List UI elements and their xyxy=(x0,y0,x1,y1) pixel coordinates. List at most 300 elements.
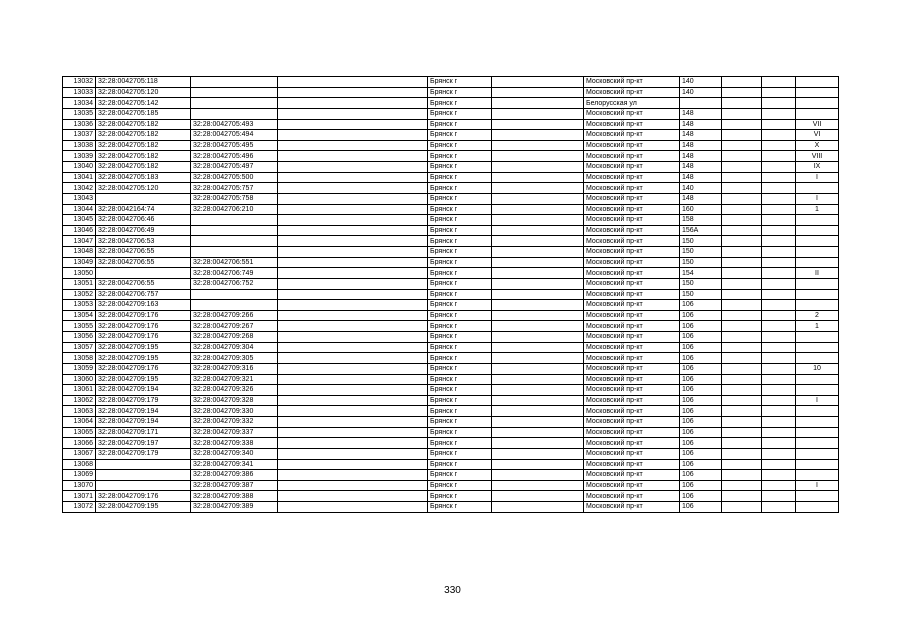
cadastral-number-cell: 32:28:0042705:142 xyxy=(96,98,191,109)
empty-cell xyxy=(722,151,762,162)
house-number-cell: 106 xyxy=(680,459,722,470)
object-cadastral-number-cell: 32:28:0042706:749 xyxy=(191,268,278,279)
empty-cell xyxy=(492,374,584,385)
empty-cell xyxy=(492,480,584,491)
street-cell: Московский пр-кт xyxy=(584,140,680,151)
table-row xyxy=(63,130,839,141)
empty-cell xyxy=(278,247,428,258)
table-row xyxy=(63,215,839,226)
empty-cell xyxy=(762,438,796,449)
empty-cell xyxy=(762,342,796,353)
object-cadastral-number-cell: 32:28:0042709:341 xyxy=(191,459,278,470)
empty-cell xyxy=(762,300,796,311)
empty-cell xyxy=(762,119,796,130)
record-number-cell: 13045 xyxy=(63,215,96,226)
empty-cell xyxy=(722,162,762,173)
empty-cell xyxy=(762,225,796,236)
object-cadastral-number-cell: 32:28:0042705:757 xyxy=(191,183,278,194)
city-cell: Брянск г xyxy=(428,427,492,438)
city-cell: Брянск г xyxy=(428,268,492,279)
object-cadastral-number-cell: 32:28:0042709:316 xyxy=(191,363,278,374)
empty-cell xyxy=(278,77,428,88)
house-number-cell: 154 xyxy=(680,268,722,279)
city-cell: Брянск г xyxy=(428,491,492,502)
city-cell: Брянск г xyxy=(428,162,492,173)
empty-cell xyxy=(278,278,428,289)
empty-cell xyxy=(492,98,584,109)
street-cell: Московский пр-кт xyxy=(584,225,680,236)
empty-cell xyxy=(722,225,762,236)
empty-cell xyxy=(278,480,428,491)
record-number-cell: 13038 xyxy=(63,140,96,151)
cadastral-number-cell: 32:28:0042705:182 xyxy=(96,119,191,130)
cadastral-number-cell: 32:28:0042709:195 xyxy=(96,342,191,353)
record-number-cell: 13058 xyxy=(63,353,96,364)
empty-cell xyxy=(492,247,584,258)
object-cadastral-number-cell: 32:28:0042709:267 xyxy=(191,321,278,332)
empty-cell xyxy=(762,289,796,300)
cadastral-number-cell: 32:28:0042709:176 xyxy=(96,310,191,321)
room-number-cell xyxy=(796,438,839,449)
empty-cell xyxy=(492,438,584,449)
empty-cell xyxy=(722,268,762,279)
city-cell: Брянск г xyxy=(428,215,492,226)
empty-cell xyxy=(762,151,796,162)
empty-cell xyxy=(278,183,428,194)
record-number-cell: 13036 xyxy=(63,119,96,130)
city-cell: Брянск г xyxy=(428,417,492,428)
empty-cell xyxy=(722,183,762,194)
empty-cell xyxy=(278,140,428,151)
object-cadastral-number-cell: 32:28:0042706:752 xyxy=(191,278,278,289)
cadastral-number-cell: 32:28:0042705:185 xyxy=(96,108,191,119)
record-number-cell: 13066 xyxy=(63,438,96,449)
empty-cell xyxy=(722,438,762,449)
room-number-cell xyxy=(796,257,839,268)
table-row xyxy=(63,278,839,289)
record-number-cell: 13046 xyxy=(63,225,96,236)
empty-cell xyxy=(492,268,584,279)
empty-cell xyxy=(278,172,428,183)
empty-cell xyxy=(278,87,428,98)
city-cell: Брянск г xyxy=(428,502,492,513)
empty-cell xyxy=(278,342,428,353)
record-number-cell: 13051 xyxy=(63,278,96,289)
city-cell: Брянск г xyxy=(428,108,492,119)
empty-cell xyxy=(722,353,762,364)
house-number-cell: 106 xyxy=(680,438,722,449)
empty-cell xyxy=(762,130,796,141)
empty-cell xyxy=(278,363,428,374)
empty-cell xyxy=(278,321,428,332)
room-number-cell xyxy=(796,332,839,343)
room-number-cell: I xyxy=(796,395,839,406)
city-cell: Брянск г xyxy=(428,151,492,162)
empty-cell xyxy=(278,300,428,311)
empty-cell xyxy=(722,247,762,258)
city-cell: Брянск г xyxy=(428,300,492,311)
empty-cell xyxy=(722,119,762,130)
cadastral-number-cell: 32:28:0042709:195 xyxy=(96,353,191,364)
cadastral-number-cell: 32:28:0042706:53 xyxy=(96,236,191,247)
empty-cell xyxy=(278,108,428,119)
room-number-cell xyxy=(796,427,839,438)
room-number-cell xyxy=(796,236,839,247)
empty-cell xyxy=(722,257,762,268)
table-row xyxy=(63,247,839,258)
empty-cell xyxy=(492,257,584,268)
cadastral-number-cell: 32:28:0042709:176 xyxy=(96,491,191,502)
empty-cell xyxy=(492,406,584,417)
empty-cell xyxy=(278,332,428,343)
street-cell: Московский пр-кт xyxy=(584,151,680,162)
cadastral-number-cell: 32:28:0042706:46 xyxy=(96,215,191,226)
empty-cell xyxy=(722,172,762,183)
empty-cell xyxy=(278,502,428,513)
record-number-cell: 13068 xyxy=(63,459,96,470)
room-number-cell: 1 xyxy=(796,321,839,332)
empty-cell xyxy=(278,215,428,226)
property-register-table xyxy=(62,76,839,513)
street-cell: Московский пр-кт xyxy=(584,363,680,374)
room-number-cell xyxy=(796,448,839,459)
house-number-cell: 106 xyxy=(680,417,722,428)
cadastral-number-cell xyxy=(96,193,191,204)
empty-cell xyxy=(762,470,796,481)
empty-cell xyxy=(762,374,796,385)
empty-cell xyxy=(762,257,796,268)
room-number-cell xyxy=(796,183,839,194)
empty-cell xyxy=(492,108,584,119)
street-cell: Московский пр-кт xyxy=(584,406,680,417)
cadastral-number-cell: 32:28:0042709:197 xyxy=(96,438,191,449)
house-number-cell: 106 xyxy=(680,374,722,385)
record-number-cell: 13061 xyxy=(63,385,96,396)
cadastral-number-cell: 32:28:0042705:118 xyxy=(96,77,191,88)
street-cell: Московский пр-кт xyxy=(584,289,680,300)
street-cell: Московский пр-кт xyxy=(584,87,680,98)
cadastral-number-cell: 32:28:0042705:182 xyxy=(96,162,191,173)
table-row xyxy=(63,289,839,300)
empty-cell xyxy=(492,321,584,332)
city-cell: Брянск г xyxy=(428,353,492,364)
empty-cell xyxy=(278,353,428,364)
object-cadastral-number-cell: 32:28:0042706:210 xyxy=(191,204,278,215)
empty-cell xyxy=(492,385,584,396)
empty-cell xyxy=(492,363,584,374)
record-number-cell: 13072 xyxy=(63,502,96,513)
room-number-cell: II xyxy=(796,268,839,279)
street-cell: Московский пр-кт xyxy=(584,162,680,173)
cadastral-number-cell: 32:28:0042706:757 xyxy=(96,289,191,300)
house-number-cell: 150 xyxy=(680,247,722,258)
empty-cell xyxy=(278,395,428,406)
object-cadastral-number-cell: 32:28:0042705:500 xyxy=(191,172,278,183)
table-row xyxy=(63,310,839,321)
record-number-cell: 13054 xyxy=(63,310,96,321)
street-cell: Московский пр-кт xyxy=(584,77,680,88)
record-number-cell: 13035 xyxy=(63,108,96,119)
house-number-cell: 106 xyxy=(680,353,722,364)
table-row xyxy=(63,77,839,88)
cadastral-number-cell xyxy=(96,268,191,279)
city-cell: Брянск г xyxy=(428,374,492,385)
empty-cell xyxy=(278,236,428,247)
object-cadastral-number-cell: 32:28:0042709:386 xyxy=(191,470,278,481)
table-row xyxy=(63,140,839,151)
house-number-cell: 150 xyxy=(680,236,722,247)
empty-cell xyxy=(762,385,796,396)
table-row xyxy=(63,225,839,236)
record-number-cell: 13062 xyxy=(63,395,96,406)
house-number-cell: 140 xyxy=(680,87,722,98)
empty-cell xyxy=(762,87,796,98)
object-cadastral-number-cell: 32:28:0042709:305 xyxy=(191,353,278,364)
street-cell: Московский пр-кт xyxy=(584,374,680,385)
empty-cell xyxy=(278,438,428,449)
table-row xyxy=(63,438,839,449)
house-number-cell xyxy=(680,98,722,109)
table-row xyxy=(63,108,839,119)
empty-cell xyxy=(492,300,584,311)
empty-cell xyxy=(492,119,584,130)
room-number-cell: VII xyxy=(796,119,839,130)
empty-cell xyxy=(492,162,584,173)
empty-cell xyxy=(492,448,584,459)
empty-cell xyxy=(722,310,762,321)
empty-cell xyxy=(278,427,428,438)
empty-cell xyxy=(722,459,762,470)
street-cell: Московский пр-кт xyxy=(584,417,680,428)
room-number-cell xyxy=(796,502,839,513)
empty-cell xyxy=(762,363,796,374)
empty-cell xyxy=(722,300,762,311)
city-cell: Брянск г xyxy=(428,130,492,141)
empty-cell xyxy=(722,130,762,141)
room-number-cell: 1 xyxy=(796,204,839,215)
room-number-cell xyxy=(796,108,839,119)
cadastral-number-cell: 32:28:0042709:176 xyxy=(96,321,191,332)
city-cell: Брянск г xyxy=(428,321,492,332)
record-number-cell: 13063 xyxy=(63,406,96,417)
empty-cell xyxy=(722,140,762,151)
cadastral-number-cell: 32:28:0042705:182 xyxy=(96,130,191,141)
record-number-cell: 13042 xyxy=(63,183,96,194)
street-cell: Московский пр-кт xyxy=(584,236,680,247)
empty-cell xyxy=(278,459,428,470)
table-row xyxy=(63,321,839,332)
room-number-cell: X xyxy=(796,140,839,151)
city-cell: Брянск г xyxy=(428,98,492,109)
empty-cell xyxy=(722,470,762,481)
house-number-cell: 140 xyxy=(680,183,722,194)
record-number-cell: 13052 xyxy=(63,289,96,300)
empty-cell xyxy=(762,162,796,173)
house-number-cell: 148 xyxy=(680,140,722,151)
house-number-cell: 158 xyxy=(680,215,722,226)
house-number-cell: 148 xyxy=(680,130,722,141)
empty-cell xyxy=(492,427,584,438)
empty-cell xyxy=(722,363,762,374)
empty-cell xyxy=(722,332,762,343)
empty-cell xyxy=(722,98,762,109)
object-cadastral-number-cell xyxy=(191,215,278,226)
city-cell: Брянск г xyxy=(428,225,492,236)
record-number-cell: 13044 xyxy=(63,204,96,215)
object-cadastral-number-cell: 32:28:0042709:332 xyxy=(191,417,278,428)
city-cell: Брянск г xyxy=(428,480,492,491)
record-number-cell: 13064 xyxy=(63,417,96,428)
city-cell: Брянск г xyxy=(428,278,492,289)
empty-cell xyxy=(492,151,584,162)
city-cell: Брянск г xyxy=(428,395,492,406)
record-number-cell: 13039 xyxy=(63,151,96,162)
empty-cell xyxy=(762,395,796,406)
cadastral-number-cell: 32:28:0042709:195 xyxy=(96,502,191,513)
empty-cell xyxy=(762,310,796,321)
empty-cell xyxy=(492,215,584,226)
room-number-cell xyxy=(796,289,839,300)
table-row xyxy=(63,385,839,396)
empty-cell xyxy=(278,257,428,268)
empty-cell xyxy=(722,395,762,406)
empty-cell xyxy=(278,151,428,162)
cadastral-number-cell: 32:28:0042709:176 xyxy=(96,332,191,343)
city-cell: Брянск г xyxy=(428,385,492,396)
table-row xyxy=(63,448,839,459)
empty-cell xyxy=(278,162,428,173)
table-row xyxy=(63,342,839,353)
empty-cell xyxy=(762,215,796,226)
empty-cell xyxy=(722,374,762,385)
house-number-cell: 106 xyxy=(680,448,722,459)
empty-cell xyxy=(722,448,762,459)
empty-cell xyxy=(492,236,584,247)
record-number-cell: 13050 xyxy=(63,268,96,279)
empty-cell xyxy=(762,427,796,438)
street-cell: Московский пр-кт xyxy=(584,257,680,268)
table-row xyxy=(63,268,839,279)
cadastral-number-cell: 32:28:0042709:176 xyxy=(96,363,191,374)
object-cadastral-number-cell xyxy=(191,289,278,300)
empty-cell xyxy=(278,385,428,396)
cadastral-number-cell: 32:28:0042705:182 xyxy=(96,140,191,151)
empty-cell xyxy=(278,406,428,417)
cadastral-number-cell: 32:28:0042709:194 xyxy=(96,417,191,428)
empty-cell xyxy=(762,183,796,194)
empty-cell xyxy=(722,236,762,247)
empty-cell xyxy=(762,417,796,428)
register-body xyxy=(63,77,839,513)
table-row xyxy=(63,204,839,215)
object-cadastral-number-cell: 32:28:0042705:758 xyxy=(191,193,278,204)
empty-cell xyxy=(278,417,428,428)
empty-cell xyxy=(492,395,584,406)
empty-cell xyxy=(762,268,796,279)
empty-cell xyxy=(762,108,796,119)
table-row xyxy=(63,502,839,513)
city-cell: Брянск г xyxy=(428,183,492,194)
street-cell: Белорусская ул xyxy=(584,98,680,109)
empty-cell xyxy=(762,480,796,491)
empty-cell xyxy=(278,289,428,300)
cadastral-number-cell: 32:28:0042705:120 xyxy=(96,87,191,98)
house-number-cell: 148 xyxy=(680,193,722,204)
record-number-cell: 13047 xyxy=(63,236,96,247)
cadastral-number-cell: 32:28:0042705:183 xyxy=(96,172,191,183)
empty-cell xyxy=(492,193,584,204)
empty-cell xyxy=(722,417,762,428)
object-cadastral-number-cell: 32:28:0042705:497 xyxy=(191,162,278,173)
street-cell: Московский пр-кт xyxy=(584,310,680,321)
house-number-cell: 106 xyxy=(680,310,722,321)
cadastral-number-cell: 32:28:0042705:120 xyxy=(96,183,191,194)
table-row xyxy=(63,300,839,311)
object-cadastral-number-cell: 32:28:0042705:494 xyxy=(191,130,278,141)
record-number-cell: 13067 xyxy=(63,448,96,459)
empty-cell xyxy=(722,289,762,300)
object-cadastral-number-cell: 32:28:0042709:321 xyxy=(191,374,278,385)
house-number-cell: 106 xyxy=(680,491,722,502)
house-number-cell: 140 xyxy=(680,77,722,88)
city-cell: Брянск г xyxy=(428,77,492,88)
city-cell: Брянск г xyxy=(428,459,492,470)
house-number-cell: 106 xyxy=(680,363,722,374)
house-number-cell: 150 xyxy=(680,257,722,268)
city-cell: Брянск г xyxy=(428,247,492,258)
empty-cell xyxy=(722,406,762,417)
city-cell: Брянск г xyxy=(428,140,492,151)
empty-cell xyxy=(722,385,762,396)
table-row xyxy=(63,151,839,162)
object-cadastral-number-cell xyxy=(191,87,278,98)
record-number-cell: 13059 xyxy=(63,363,96,374)
object-cadastral-number-cell: 32:28:0042709:268 xyxy=(191,332,278,343)
object-cadastral-number-cell xyxy=(191,77,278,88)
cadastral-number-cell: 32:28:0042164:74 xyxy=(96,204,191,215)
table-row xyxy=(63,417,839,428)
object-cadastral-number-cell: 32:28:0042709:387 xyxy=(191,480,278,491)
empty-cell xyxy=(722,215,762,226)
city-cell: Брянск г xyxy=(428,406,492,417)
room-number-cell: VIII xyxy=(796,151,839,162)
empty-cell xyxy=(492,204,584,215)
empty-cell xyxy=(722,108,762,119)
table-row xyxy=(63,162,839,173)
empty-cell xyxy=(278,470,428,481)
empty-cell xyxy=(492,140,584,151)
empty-cell xyxy=(492,130,584,141)
street-cell: Московский пр-кт xyxy=(584,438,680,449)
house-number-cell: 148 xyxy=(680,108,722,119)
room-number-cell xyxy=(796,278,839,289)
cadastral-number-cell: 32:28:0042706:55 xyxy=(96,247,191,258)
record-number-cell: 13053 xyxy=(63,300,96,311)
empty-cell xyxy=(762,353,796,364)
object-cadastral-number-cell: 32:28:0042709:340 xyxy=(191,448,278,459)
record-number-cell: 13071 xyxy=(63,491,96,502)
house-number-cell: 148 xyxy=(680,119,722,130)
empty-cell xyxy=(722,193,762,204)
house-number-cell: 106 xyxy=(680,502,722,513)
empty-cell xyxy=(492,310,584,321)
house-number-cell: 106 xyxy=(680,470,722,481)
object-cadastral-number-cell: 32:28:0042705:493 xyxy=(191,119,278,130)
empty-cell xyxy=(762,502,796,513)
room-number-cell xyxy=(796,225,839,236)
table-row xyxy=(63,236,839,247)
record-number-cell: 13041 xyxy=(63,172,96,183)
